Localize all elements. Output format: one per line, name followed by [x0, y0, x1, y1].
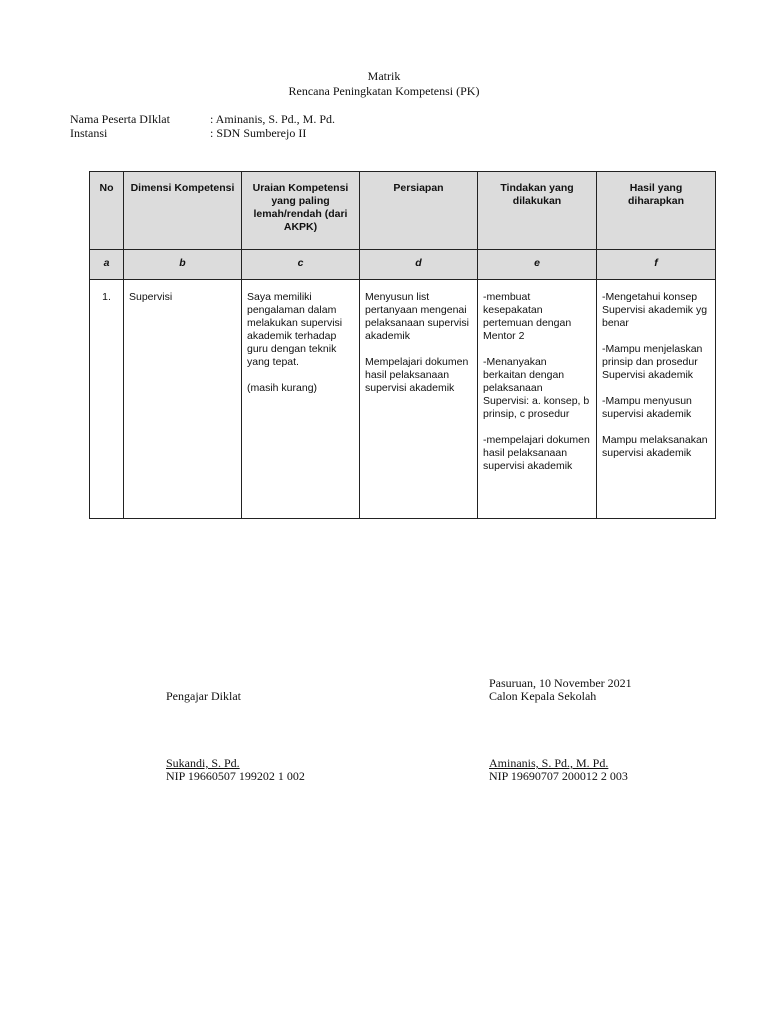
header-uraian: Uraian Kompetensi yang paling lemah/rendah (dari AKPK): [242, 172, 360, 250]
row-persiapan: [360, 280, 478, 519]
row-tindakan: [478, 280, 597, 519]
participant-name-value: : Aminanis, S. Pd., M. Pd.: [210, 112, 336, 126]
right-signatory-nip: NIP 19690707 200012 2 003: [489, 769, 628, 783]
persiapan-paragraph: Mempelajari dokumen hasil pelaksanaan supervisi akademik: [365, 356, 469, 394]
subtitle-line: Rencana Peningkatan Kompetensi (PK): [288, 84, 480, 98]
hasil-paragraph: -Mampu menyusun supervisi akademik: [602, 395, 692, 420]
tindakan-paragraph: -Menanyakan berkaitan dengan pelaksanaan Supervisi: a. konsep, b prinsip, c prosedur: [483, 356, 590, 420]
tindakan-paragraph: -mempelajari dokumen hasil pelaksanaan supervisi akademik: [483, 434, 590, 472]
tindakan-paragraph: -membuat kesepakatan pertemuan dengan Mentor 2: [483, 291, 572, 342]
row-uraian: [242, 280, 360, 519]
hasil-paragraph: Mampu melaksanakan supervisi akademik: [602, 434, 708, 459]
left-signatory-name: Sukandi, S. Pd.: [166, 756, 240, 770]
column-letter-row: [90, 250, 716, 280]
right-signature-role: Calon Kepala Sekolah: [489, 689, 597, 703]
header-no: No: [90, 172, 124, 250]
header-tindakan: Tindakan yang dilakukan: [478, 172, 597, 250]
row-dimensi: Supervisi: [124, 280, 242, 519]
document-title: [0, 69, 768, 99]
institution-label: Instansi: [70, 126, 108, 140]
letter-e: e: [478, 250, 597, 280]
letter-c: c: [242, 250, 360, 280]
right-signatory-name: Aminanis, S. Pd., M. Pd.: [489, 756, 609, 770]
institution-row: [70, 126, 335, 140]
institution-value: : SDN Sumberejo II: [210, 126, 307, 140]
right-signature-header: [489, 677, 632, 703]
hasil-paragraph: -Mengetahui konsep Supervisi akademik yg benar: [602, 291, 708, 329]
letter-a: a: [90, 250, 124, 280]
participant-name-label: Nama Peserta DIklat: [70, 112, 170, 126]
persiapan-paragraph: Menyusun list pertanyaan mengenai pelaksanaan supervisi akademik: [365, 291, 469, 342]
uraian-paragraph: Saya memiliki pengalaman dalam melakukan supervisi akademik terhadap guru dengan teknik yang tepat.: [247, 291, 343, 368]
row-hasil: [597, 280, 716, 519]
hasil-paragraph: -Mampu menjelaskan prinsip dan prosedur Supervisi akademik: [602, 343, 703, 381]
header-hasil: Hasil yang diharapkan: [597, 172, 716, 250]
header-persiapan: Persiapan: [360, 172, 478, 250]
competency-matrix-table: [89, 171, 716, 519]
right-signature-block: [489, 757, 628, 783]
left-signature-block: [166, 757, 305, 783]
letter-b: b: [124, 250, 242, 280]
place-date: Pasuruan, 10 November 2021: [489, 676, 632, 690]
letter-d: d: [360, 250, 478, 280]
left-signatory-nip: NIP 19660507 199202 1 002: [166, 769, 305, 783]
row-number: 1.: [90, 280, 124, 519]
table-row: [90, 280, 716, 519]
participant-info: [70, 112, 335, 140]
left-signature-role: Pengajar Diklat: [166, 689, 241, 703]
title-line: Matrik: [367, 69, 401, 83]
uraian-paragraph: (masih kurang): [247, 382, 318, 394]
table-header-row: [90, 172, 716, 250]
participant-name-row: [70, 112, 335, 126]
header-dimensi: Dimensi Kompetensi: [124, 172, 242, 250]
letter-f: f: [597, 250, 716, 280]
